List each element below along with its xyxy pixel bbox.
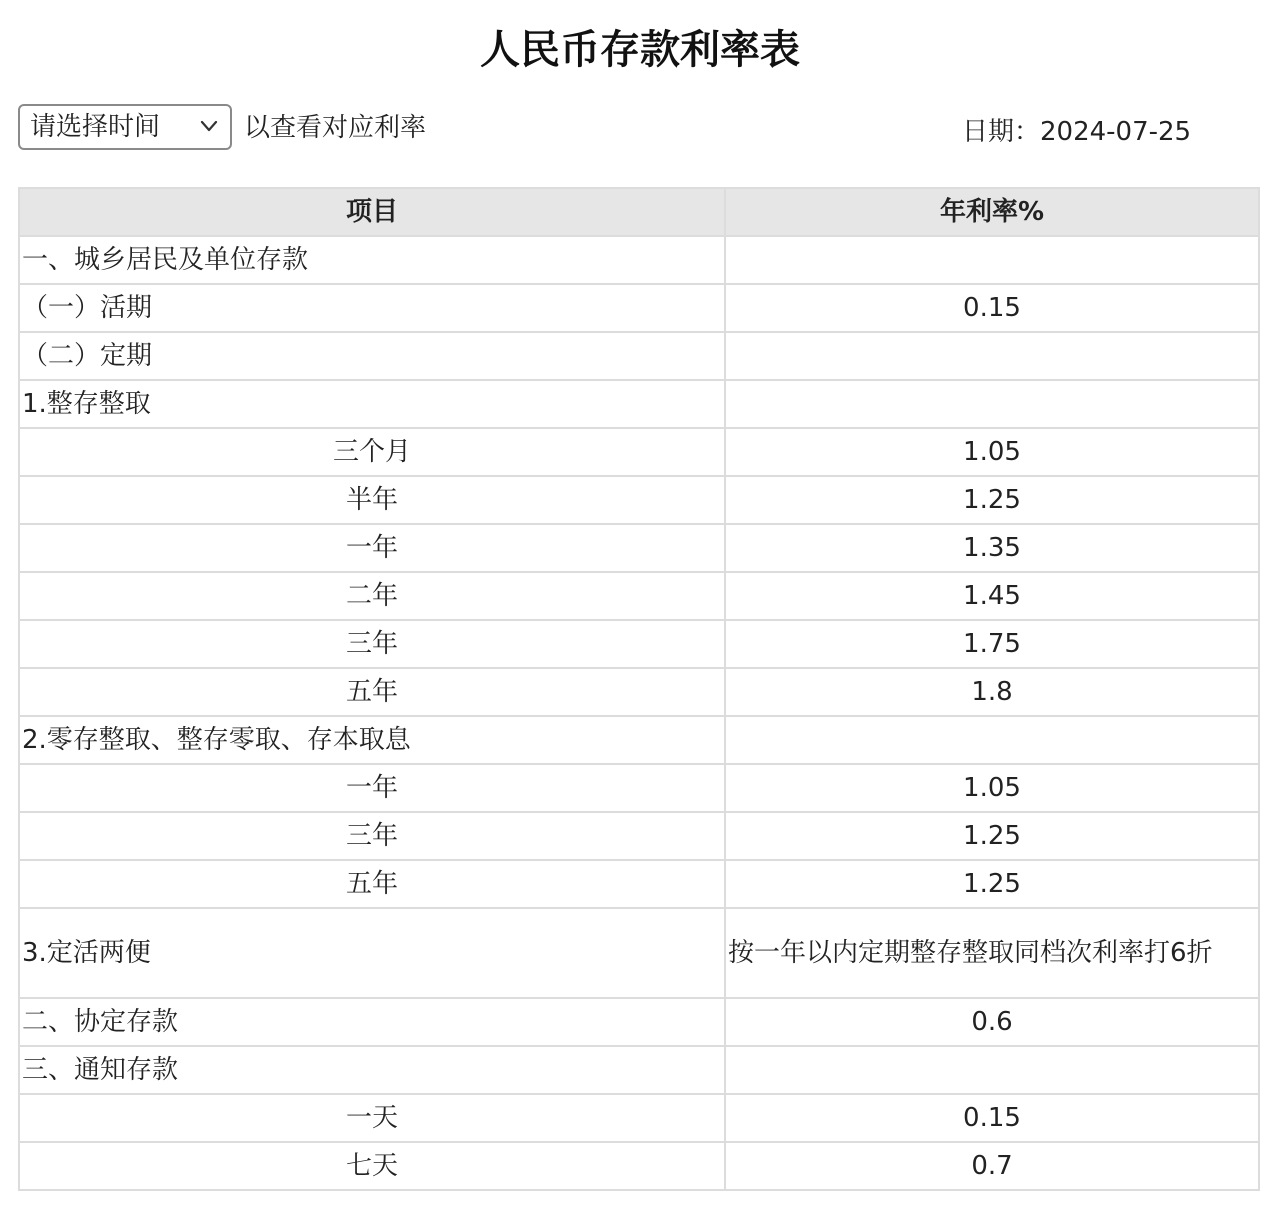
table-row [19, 524, 1259, 572]
row-item: 半年 [19, 476, 725, 524]
page-title: 人民币存款利率表 [480, 27, 800, 73]
row-item: 五年 [19, 860, 725, 908]
table-row [19, 1142, 1259, 1190]
row-item: 3.定活两便 [19, 908, 725, 998]
row-rate [725, 332, 1259, 380]
table-row [19, 668, 1259, 716]
time-select-value: 请选择时间 [30, 112, 161, 142]
row-item: 一、城乡居民及单位存款 [19, 236, 725, 284]
row-rate [725, 716, 1259, 764]
table-row [19, 764, 1259, 812]
row-rate: 1.35 [725, 524, 1259, 572]
table-row [19, 380, 1259, 428]
row-rate: 1.25 [725, 476, 1259, 524]
row-item: 三个月 [19, 428, 725, 476]
row-item: 三年 [19, 812, 725, 860]
row-item: 一年 [19, 764, 725, 812]
date-label: 日期：2024-07-25 [962, 117, 1192, 147]
row-item: 一天 [19, 1094, 725, 1142]
row-item: 2.零存整取、整存零取、存本取息 [19, 716, 725, 764]
row-item: 三、通知存款 [19, 1046, 725, 1094]
time-select[interactable] [18, 104, 232, 150]
table-row [19, 1094, 1259, 1142]
row-rate [725, 1046, 1259, 1094]
row-rate: 1.75 [725, 620, 1259, 668]
table-row [19, 620, 1259, 668]
row-rate: 0.7 [725, 1142, 1259, 1190]
table-row [19, 1046, 1259, 1094]
table-row [19, 284, 1259, 332]
table-row [19, 332, 1259, 380]
table-row [19, 998, 1259, 1046]
row-rate: 1.8 [725, 668, 1259, 716]
chevron-down-icon [200, 119, 218, 133]
row-item: 七天 [19, 1142, 725, 1190]
table-row [19, 572, 1259, 620]
row-item: 二、协定存款 [19, 998, 725, 1046]
table-row [19, 476, 1259, 524]
table-row [19, 428, 1259, 476]
row-item: 五年 [19, 668, 725, 716]
row-rate: 1.05 [725, 428, 1259, 476]
table-row [19, 236, 1259, 284]
row-item: 1.整存整取 [19, 380, 725, 428]
row-rate: 1.25 [725, 812, 1259, 860]
table-row [19, 716, 1259, 764]
row-rate: 1.25 [725, 860, 1259, 908]
row-rate [725, 236, 1259, 284]
table-row [19, 908, 1259, 998]
row-item: （一）活期 [19, 284, 725, 332]
table-row [19, 860, 1259, 908]
row-item: 二年 [19, 572, 725, 620]
rate-table [18, 187, 1260, 1191]
row-item: （二）定期 [19, 332, 725, 380]
row-rate: 0.15 [725, 1094, 1259, 1142]
header-item: 项目 [19, 188, 725, 236]
row-rate: 0.6 [725, 998, 1259, 1046]
row-item: 一年 [19, 524, 725, 572]
row-rate [725, 380, 1259, 428]
row-rate: 0.15 [725, 284, 1259, 332]
row-rate-note: 按一年以内定期整存整取同档次利率打6折 [725, 908, 1259, 998]
row-rate: 1.05 [725, 764, 1259, 812]
select-hint-text: 以查看对应利率 [244, 113, 427, 143]
header-rate: 年利率% [725, 188, 1259, 236]
table-header-row [19, 188, 1259, 236]
row-rate: 1.45 [725, 572, 1259, 620]
row-item: 三年 [19, 620, 725, 668]
table-row [19, 812, 1259, 860]
